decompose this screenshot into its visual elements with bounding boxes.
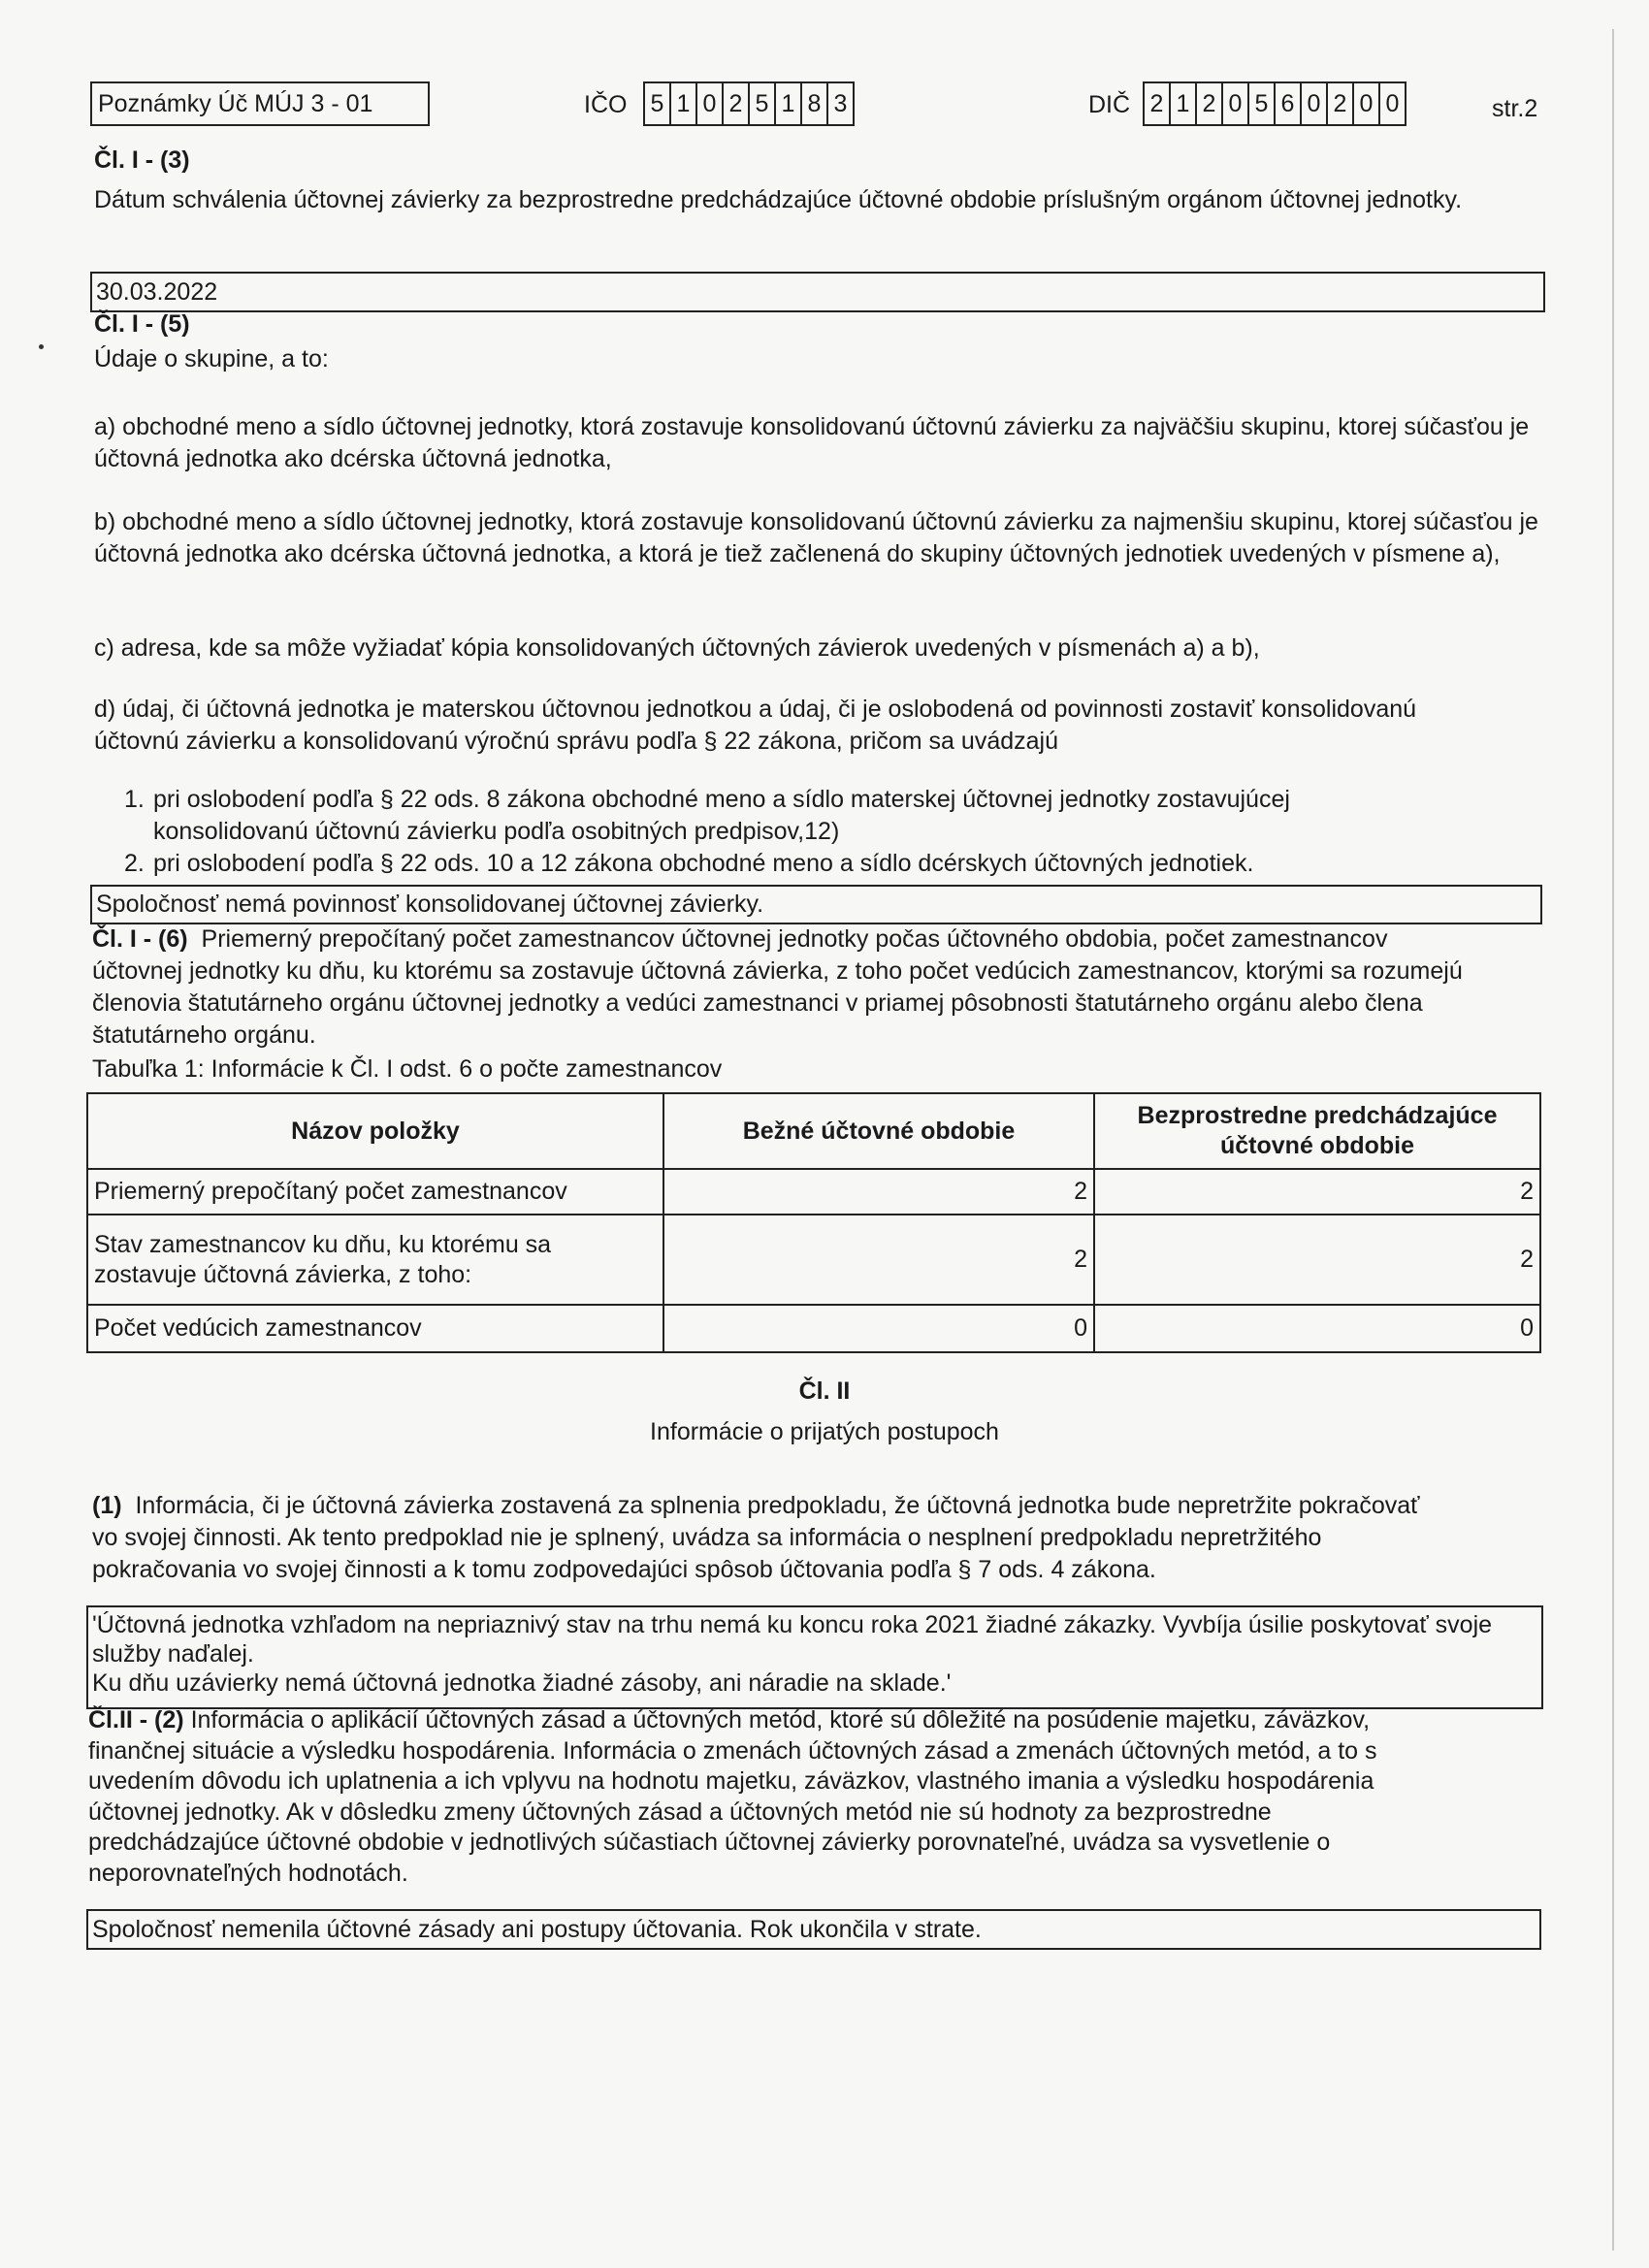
approval-date-field: 30.03.2022 — [90, 272, 1545, 312]
dic-digit: 0 — [1385, 90, 1400, 117]
ico-label: IČO — [584, 91, 628, 118]
ico-digit: 1 — [671, 83, 697, 124]
current-period-value: 2 — [663, 1215, 1094, 1305]
section-i5-numbered-list — [124, 784, 1434, 880]
dic-digit: 2 — [1197, 83, 1223, 124]
ico-digit: 1 — [776, 83, 802, 124]
scan-speck — [39, 344, 44, 349]
current-period-value: 0 — [663, 1305, 1094, 1352]
section-i5-item-c: c) adresa, kde sa môže vyžiadať kópia konsolidovaných účtovných závierok uvedených v písmenách a) a b), — [94, 634, 1260, 662]
table-caption: Tabuľka 1: Informácie k Čl. I odst. 6 o počte zamestnancov — [92, 1055, 723, 1083]
previous-period-value: 2 — [1094, 1215, 1540, 1305]
dic-digit: 0 — [1223, 83, 1249, 124]
ico-digit: 0 — [697, 83, 724, 124]
previous-period-value: 2 — [1094, 1169, 1540, 1215]
section-i5-item-b: b) obchodné meno a sídlo účtovnej jednotky, ktorá zostavuje konsolidovanú účtovnú závierku za najmenšiu skupinu, ktorej súčasťou je účtovná jednotka ako dcérska účtovná jednotka, a ktorá je tiež začlenená do skupiny účtovných jednotiek uvedených v písmene a), — [94, 508, 1538, 567]
section-i6-heading: Čl. I - (6) — [92, 925, 188, 953]
previous-period-value: 0 — [1094, 1305, 1540, 1352]
column-header: Bežné účtovné obdobie — [663, 1093, 1094, 1169]
dic-digit: 1 — [1171, 83, 1197, 124]
going-concern-note: Ku dňu uzávierky nemá účtovná jednotka žiadné zásoby, ani náradie na sklade.' — [92, 1669, 952, 1697]
row-label: Priemerný prepočítaný počet zamestnancov — [87, 1169, 663, 1215]
table-header-row — [87, 1093, 1540, 1169]
section-i5-intro: Údaje o skupine, a to: — [94, 345, 329, 373]
column-header: Bezprostredne predchádzajúce účtovné obdobie — [1094, 1093, 1540, 1169]
section-ii-heading: Čl. II — [798, 1377, 851, 1405]
employees-table — [86, 1092, 1541, 1353]
section-ii-2-text: Informácia o aplikácií účtovných zásad a účtovných metód, ktoré sú dôležité na posúdenie majetku, záväzkov, finančnej situácie a výsledku hospodárenia. Informácia o zmenách účtovných zásad a zmenách účtovných metód, a to s uvedením dôvodu ich uplatnenia a ich vplyvu na hodnotu majetku, záväzkov, vlastného imania a výsledku hospodárenia účtovnej jednotky. Ak v dôsledku zmeny účtovných zásad a účtovných metód nie sú hodnoty za bezprostredne predchádzajúce účtovné obdobie v jednotlivých súčastiach účtovnej závierky porovnateľné, uvádza sa vysvetlenie o neporovnateľných hodnotách. — [88, 1706, 1377, 1887]
dic-digit: 2 — [1145, 83, 1171, 124]
dic-digit: 0 — [1354, 83, 1380, 124]
going-concern-note: 'Účtovná jednotka vzhľadom na nepriaznivý stav na trhu nemá ku koncu roka 2021 žiadné zákazky. Vyvbíja úsilie poskytovať svoje služby naďalej. — [92, 1611, 1493, 1668]
section-i5-item-d: d) údaj, či účtovná jednotka je materskou účtovnou jednotkou a údaj, či je oslobodená od povinnosti zostaviť konsolidovanú účtovnú závierku a konsolidovanú výročnú správu podľa § 22 zákona, pričom sa uvádzajú — [94, 696, 1417, 755]
section-i5-item-a: a) obchodné meno a sídlo účtovnej jednotky, ktorá zostavuje konsolidovanú účtovnú závierku za najväčšiu skupinu, ktorej súčasťou je účtovná jednotka ako dcérska účtovná jednotka, — [94, 413, 1530, 472]
section-ii-subtitle: Informácie o prijatých postupoch — [650, 1418, 999, 1445]
section-ii-2-block — [88, 1705, 1407, 1889]
scan-edge — [1612, 29, 1614, 2251]
page-number: str.2 — [1492, 95, 1538, 122]
section-i6-block — [92, 923, 1470, 1052]
ico-digit: 5 — [645, 83, 671, 124]
ico-digit: 2 — [724, 83, 750, 124]
section-ii-2-heading: Čl.II - (2) — [88, 1706, 184, 1733]
dic-digit: 6 — [1276, 83, 1302, 124]
dic-field — [1143, 81, 1406, 126]
list-item: 2. pri oslobodení podľa § 22 ods. 10 a 12 zákona obchodné meno a sídlo dcérskych účtovných jednotiek. — [124, 850, 1254, 877]
table-row — [87, 1215, 1540, 1305]
ico-digit: 3 — [833, 90, 848, 117]
going-concern-field — [86, 1605, 1543, 1709]
table-row — [87, 1305, 1540, 1352]
section-i3-heading: Čl. I - (3) — [94, 146, 190, 174]
ico-digit: 5 — [750, 83, 776, 124]
section-i6-text: Priemerný prepočítaný počet zamestnancov účtovnej jednotky počas účtovného obdobia, počet zamestnancov účtovnej jednotky ku dňu, ku ktorému sa zostavuje účtovná závierka, z toho počet vedúcich zamestnancov, ktorými sa rozumejú členovia štatutárneho orgánu účtovnej jednotky a vedúci zamestnanci v priamej pôsobnosti štatutárneho orgánu alebo člena štatutárneho orgánu. — [92, 925, 1463, 1049]
section-ii-1-number: (1) — [92, 1492, 122, 1519]
dic-digit: 5 — [1249, 83, 1276, 124]
column-header: Názov položky — [87, 1093, 663, 1169]
dic-digit: 0 — [1302, 83, 1328, 124]
row-label: Počet vedúcich zamestnancov — [87, 1305, 663, 1352]
current-period-value: 2 — [663, 1169, 1094, 1215]
ico-field — [643, 81, 855, 126]
form-label: Poznámky Úč MÚJ 3 - 01 — [90, 81, 430, 126]
list-item: 1. pri oslobodení podľa § 22 ods. 8 zákona obchodné meno a sídlo materskej účtovnej jednotky zostavujúcej konsolidovanú účtovnú závierku podľa osobitných predpisov,12) — [124, 786, 1290, 845]
section-ii-1-text: Informácia, či je účtovná závierka zostavená za splnenia predpokladu, že účtovná jednotka bude nepretržite pokračovať vo svojej činnosti. Ak tento predpoklad nie je splnený, uvádza sa informácia o nesplnení predpokladu nepretržitého pokračovania vo svojej činnosti a k tomu zodpovedajúci spôsob účtovania podľa § 7 ods. 4 zákona. — [92, 1492, 1420, 1583]
section-ii-1-block — [92, 1490, 1450, 1586]
table-row — [87, 1169, 1540, 1215]
section-i3-text: Dátum schválenia účtovnej závierky za bezprostredne predchádzajúce účtovné obdobie príslušným orgánom účtovnej jednotky. — [94, 186, 1463, 213]
dic-digit: 2 — [1328, 83, 1354, 124]
section-i5-heading: Čl. I - (5) — [94, 310, 190, 338]
accounting-policies-field: Spoločnosť nemenila účtovné zásady ani postupy účtovania. Rok ukončila v strate. — [86, 1909, 1541, 1950]
ico-digit: 8 — [802, 83, 828, 124]
group-info-field: Spoločnosť nemá povinnosť konsolidovanej účtovnej závierky. — [90, 885, 1542, 924]
row-label: Stav zamestnancov ku dňu, ku ktorému sa zostavuje účtovná závierka, z toho: — [87, 1215, 663, 1305]
dic-label: DIČ — [1088, 91, 1131, 118]
